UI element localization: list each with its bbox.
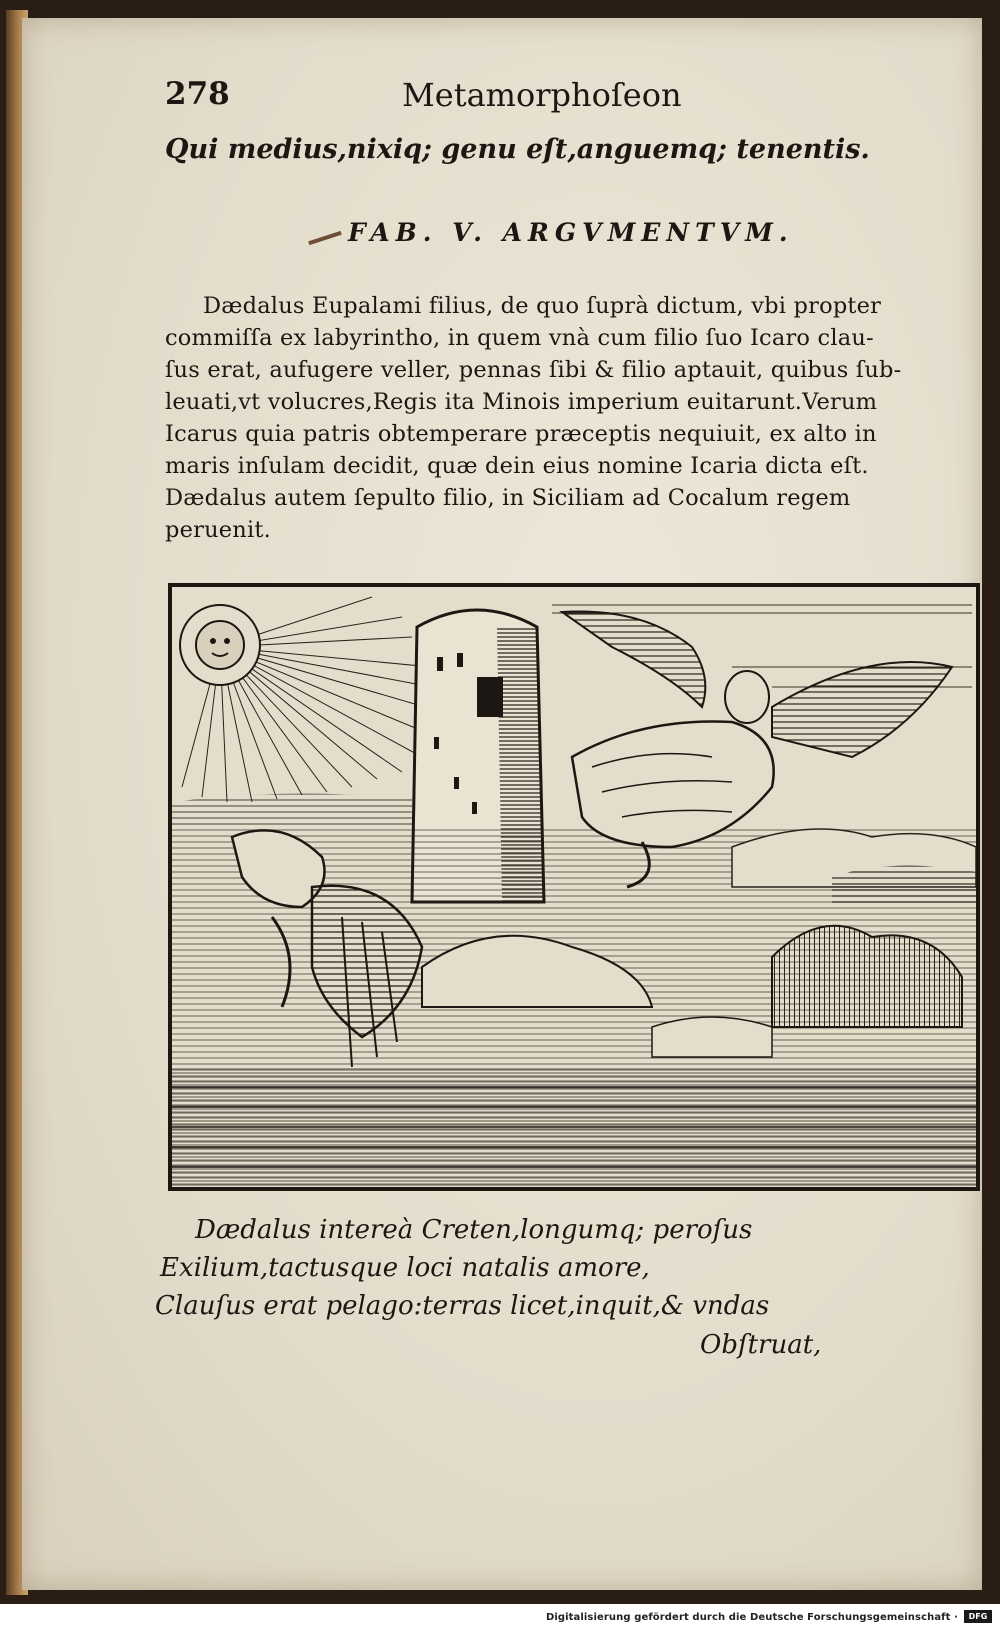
argument-paragraph <box>165 290 985 546</box>
verse-line: Dædalus intereà Creten,longumq; peroſus <box>195 1215 753 1245</box>
argument-line: maris inſulam decidit, quæ dein eius nomine Icaria dicta eſt. <box>165 453 869 479</box>
woodcut-illustration <box>168 583 980 1191</box>
running-head: Metamorphoſeon <box>402 76 682 114</box>
dfg-logo: DFG <box>964 1610 992 1623</box>
argument-line: Icarus quia patris obtemperare præceptis nequiuit, ex alto in <box>165 421 877 447</box>
argument-line: ſus erat, aufugere veller, pennas ſibi & filio aptauit, quibus ſub- <box>165 357 902 383</box>
verse-line: Clauſus erat pelago:terras licet,inquit,& vndas <box>155 1291 770 1321</box>
argument-line: Dædalus Eupalami filius, de quo ſuprà dictum, vbi propter <box>203 293 882 319</box>
page-number: 278 <box>165 76 230 112</box>
verse-line: Exilium,tactusque loci natalis amore, <box>160 1253 650 1283</box>
woodcut-drawing <box>172 587 976 1187</box>
argument-line: peruenit. <box>165 517 271 543</box>
catchword: Obſtruat, <box>700 1330 822 1360</box>
argument-line: commiſſa ex labyrintho, in quem vnà cum filio ſuo Icaro clau- <box>165 325 874 351</box>
verse-top: Qui medius,nixiq; genu eſt,anguemq; tenentis. <box>165 134 870 165</box>
argument-line: leuati,vt volucres,Regis ita Minois imperium euitarunt.Verum <box>165 389 878 415</box>
sun-face <box>180 605 260 685</box>
fable-heading: FAB. V. ARGVMENTVM. <box>348 218 794 247</box>
digitization-credit: Digitalisierung gefördert durch die Deutsche Forschungsgemeinschaft · <box>545 1612 958 1623</box>
argument-line: Dædalus autem ſepulto filio, in Siciliam ad Cocalum regem <box>165 485 851 511</box>
